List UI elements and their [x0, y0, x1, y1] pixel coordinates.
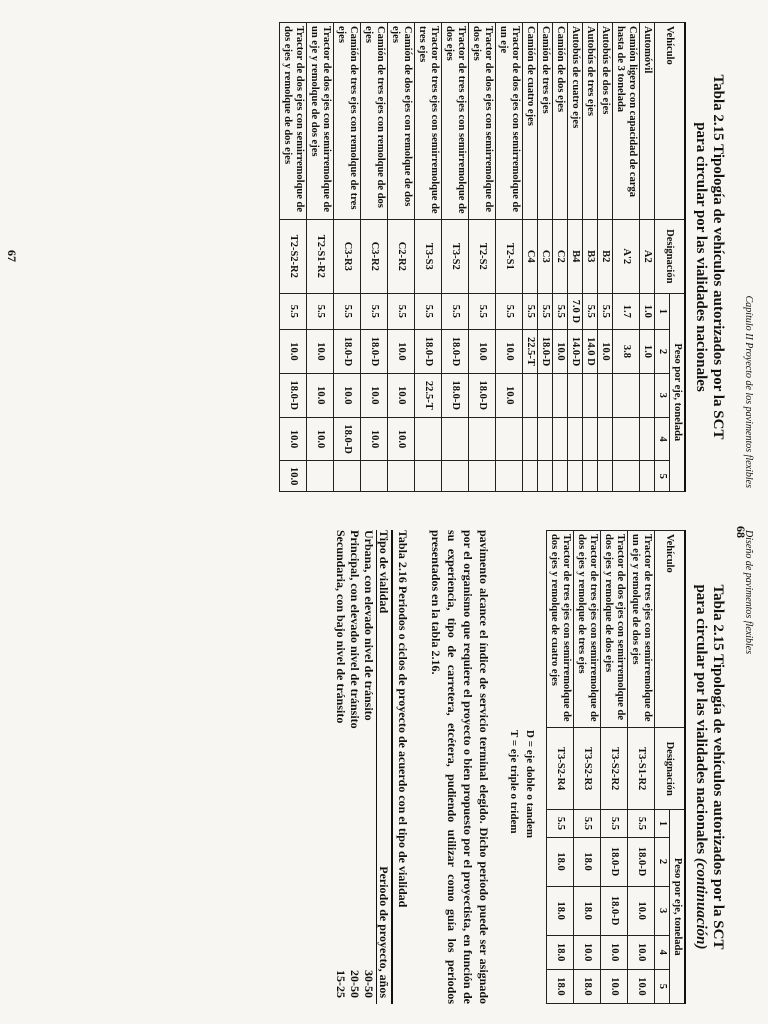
- axle-weight-cell: 18.0: [574, 969, 601, 1003]
- header-axle-5: 5: [655, 461, 670, 492]
- axle-weight-cell: [442, 461, 469, 492]
- axle-weight-cell: 10.0: [628, 886, 655, 935]
- axle-weight-cell: [640, 461, 655, 492]
- axle-weight-cell: 10.0: [601, 969, 628, 1003]
- header-design-period: Periodo de proyecto, años: [377, 810, 393, 1004]
- axle-weight-cell: [568, 461, 583, 492]
- header-axle-weight: Peso por eje, tonelada: [670, 293, 686, 491]
- axle-weight-cell: [307, 461, 334, 492]
- axle-weight-cell: 18.0: [547, 886, 574, 935]
- design-period-cell: 15-25: [334, 970, 348, 998]
- header-axle-weight: Peso por eje, tonelada: [670, 810, 686, 1004]
- header-axle-2: 2: [655, 837, 670, 886]
- axle-weight-cell: [598, 461, 613, 492]
- table-row: [598, 23, 613, 492]
- axle-weight-cell: [538, 417, 553, 461]
- vehicle-name-cell: Camión de tres ejes: [538, 23, 553, 220]
- axle-weight-cell: [568, 417, 583, 461]
- axle-weight-cell: 18.0: [574, 886, 601, 935]
- axle-weight-cell: [553, 461, 568, 492]
- table-row: [361, 23, 388, 492]
- designation-cell: A'2: [613, 220, 640, 294]
- axle-weight-cell: 5.5: [553, 293, 568, 329]
- axle-weight-cell: 5.5: [628, 810, 655, 837]
- legend-triple-axle: T = eje triple o tridem: [508, 730, 520, 834]
- axle-weight-cell: 18.0-D: [601, 837, 628, 886]
- axle-weight-cell: 5.5: [415, 293, 442, 329]
- vehicle-name-cell: Autobús de dos ejes: [598, 23, 613, 220]
- axle-weight-cell: [496, 461, 523, 492]
- design-period-cell: 30-50: [362, 970, 376, 998]
- left-table-body: [280, 23, 655, 492]
- vehicle-name-cell: Tractor de tres ejes con semirremolque de dos ejes: [442, 23, 469, 220]
- axle-weight-cell: [583, 373, 598, 417]
- axle-weight-cell: [415, 417, 442, 461]
- axle-weight-cell: 18.0-D: [415, 330, 442, 374]
- axle-weight-cell: [598, 417, 613, 461]
- axle-weight-cell: 18.0-D: [361, 330, 388, 374]
- axle-weight-cell: 5.5: [280, 293, 307, 329]
- table-2-15-cont-caption: [692, 530, 726, 1004]
- axle-weight-cell: [553, 417, 568, 461]
- axle-weight-cell: 10.0: [553, 330, 568, 374]
- axle-weight-cell: 10.0: [307, 417, 334, 461]
- axle-weight-cell: 22.5-T: [415, 373, 442, 417]
- designation-cell: C3: [538, 220, 553, 294]
- header-axle-2: 2: [655, 330, 670, 374]
- axle-weight-cell: [538, 373, 553, 417]
- axle-weight-cell: 18.0-D: [280, 373, 307, 417]
- axle-weight-cell: [469, 461, 496, 492]
- table-row: [583, 23, 598, 492]
- axle-weight-cell: 5.5: [496, 293, 523, 329]
- axle-weight-cell: [583, 417, 598, 461]
- designation-cell: T2-S1-R2: [307, 220, 334, 294]
- designation-cell: T3-S2-R3: [574, 728, 601, 810]
- table-row: [613, 23, 640, 492]
- vehicle-name-cell: Camión de dos ejes con remolque de dos ejes: [388, 23, 415, 220]
- vehicle-table-left: [279, 22, 686, 492]
- vehicle-name-cell: Tractor de tres ejes con semirremolque de un eje y remolque de dos ejes: [628, 531, 655, 728]
- axle-weight-cell: 5.5: [598, 293, 613, 329]
- axle-weight-cell: 10.0: [307, 373, 334, 417]
- vehicle-name-cell: Tractor de tres ejes con semirremolque de dos ejes y remolque de cuatro ejes: [547, 531, 574, 728]
- designation-cell: A2: [640, 220, 655, 294]
- header-vehicle: Vehículo: [655, 23, 686, 220]
- design-period-body: [334, 530, 377, 1004]
- design-period-cell: 20-50: [348, 970, 362, 998]
- table-row: [415, 23, 442, 492]
- table-row: [547, 531, 574, 1004]
- header-designation: Designación: [655, 728, 686, 810]
- running-head-left: Capítulo II Proyecto de los pavimentos flexibles: [743, 295, 754, 488]
- axle-weight-cell: 22.5-T: [523, 330, 538, 374]
- axle-weight-cell: 18.0-D: [334, 330, 361, 374]
- header-designation: Designación: [655, 220, 686, 294]
- axle-weight-cell: 5.5: [388, 293, 415, 329]
- axle-weight-cell: [613, 461, 640, 492]
- axle-weight-cell: 5.5: [574, 810, 601, 837]
- axle-weight-cell: 5.5: [538, 293, 553, 329]
- axle-weight-cell: 18.0: [547, 969, 574, 1003]
- axle-weight-cell: 18.0-D: [334, 417, 361, 461]
- vehicle-name-cell: Tractor de dos ejes con semirremolque de un eje y remolque de dos ejes: [307, 23, 334, 220]
- designation-cell: T2-S2: [469, 220, 496, 294]
- designation-cell: B4: [568, 220, 583, 294]
- axle-weight-cell: [388, 461, 415, 492]
- axle-weight-cell: 5.5: [583, 293, 598, 329]
- table-row: [538, 23, 553, 492]
- axle-weight-cell: 10.0: [469, 330, 496, 374]
- axle-weight-cell: 3.8: [613, 330, 640, 374]
- table-row: [348, 530, 362, 1004]
- axle-weight-cell: [538, 461, 553, 492]
- table-row: [523, 23, 538, 492]
- designation-cell: T3-S1-R2: [628, 728, 655, 810]
- table-row: [628, 531, 655, 1004]
- axle-weight-cell: 5.5: [601, 810, 628, 837]
- axle-weight-cell: 14.0-D: [568, 330, 583, 374]
- header-axle-4: 4: [655, 417, 670, 461]
- axle-weight-cell: [361, 461, 388, 492]
- axle-weight-cell: 10.0: [388, 330, 415, 374]
- axle-weight-cell: 5.5: [334, 293, 361, 329]
- axle-weight-cell: 5.5: [307, 293, 334, 329]
- designation-cell: T3-S3: [415, 220, 442, 294]
- axle-weight-cell: [415, 461, 442, 492]
- axle-weight-cell: [568, 373, 583, 417]
- table-row: [469, 23, 496, 492]
- axle-weight-cell: [598, 373, 613, 417]
- table-2-16-caption: Tabla 2.16 Periodos o ciclos de proyecto de acuerdo con el tipo de vialidad: [396, 530, 410, 908]
- vehicle-name-cell: Automóvil: [640, 23, 655, 220]
- axle-weight-cell: 10.0: [361, 373, 388, 417]
- table-row: [362, 530, 377, 1004]
- axle-weight-cell: [613, 417, 640, 461]
- designation-cell: T3-S2: [442, 220, 469, 294]
- axle-weight-cell: [583, 461, 598, 492]
- vehicle-name-cell: Tractor de tres ejes con semirremolque de tres ejes: [415, 23, 442, 220]
- header-axle-1: 1: [655, 810, 670, 837]
- table-row: [442, 23, 469, 492]
- vehicle-name-cell: Camión ligero con capacidad de carga hasta de 3 tonelada: [613, 23, 640, 220]
- designation-cell: T3-S2-R4: [547, 728, 574, 810]
- table-row: [334, 530, 348, 1004]
- axle-weight-cell: [523, 417, 538, 461]
- header-road-type: Tipo de vialidad: [377, 530, 393, 810]
- table-row: [496, 23, 523, 492]
- vehicle-name-cell: Tractor de dos ejes con semirremolque de dos ejes y remolque de dos ejes: [280, 23, 307, 220]
- right-table-body: [547, 531, 655, 1004]
- road-type-cell: Secundaria, con bajo nivel de tránsito: [334, 530, 348, 724]
- axle-weight-cell: 14.0 D: [583, 330, 598, 374]
- designation-cell: T2-S1: [496, 220, 523, 294]
- axle-weight-cell: [613, 373, 640, 417]
- vehicle-name-cell: Tractor de tres ejes con semirremolque de dos ejes y remolque de tres ejes: [574, 531, 601, 728]
- axle-weight-cell: 5.5: [442, 293, 469, 329]
- table-row: [640, 23, 655, 492]
- header-vehicle: Vehículo: [655, 531, 686, 728]
- designation-cell: C2-R2: [388, 220, 415, 294]
- vehicle-name-cell: Tractor de dos ejes con semirremolque de un eje: [496, 23, 523, 220]
- axle-weight-cell: 18.0-D: [601, 886, 628, 935]
- axle-weight-cell: 1.7: [613, 293, 640, 329]
- axle-legend: [506, 730, 538, 1004]
- axle-weight-cell: [469, 417, 496, 461]
- axle-weight-cell: 5.5: [469, 293, 496, 329]
- caption-line-2: para circular por las vialidades nacionales: [693, 584, 709, 855]
- vehicle-name-cell: Autobús de cuatro ejes: [568, 23, 583, 220]
- caption-line-1: Tabla 2.15 Tipología de vehículos autorizados por la SCT: [710, 584, 726, 950]
- legend-double-axle: D = eje doble o tandem: [524, 730, 536, 839]
- table-row: [307, 23, 334, 492]
- vehicle-name-cell: Camión de dos ejes: [553, 23, 568, 220]
- table-row: [280, 23, 307, 492]
- axle-weight-cell: 10.0: [496, 373, 523, 417]
- axle-weight-cell: 18.0: [574, 837, 601, 886]
- axle-weight-cell: 10.0: [628, 935, 655, 969]
- axle-weight-cell: 18.0-D: [469, 373, 496, 417]
- designation-cell: B3: [583, 220, 598, 294]
- axle-weight-cell: 5.5: [523, 293, 538, 329]
- axle-weight-cell: 10.0: [334, 373, 361, 417]
- header-axle-4: 4: [655, 935, 670, 969]
- axle-weight-cell: [442, 417, 469, 461]
- axle-weight-cell: 10.0: [496, 330, 523, 374]
- axle-weight-cell: 18.0-D: [538, 330, 553, 374]
- axle-weight-cell: 18.0-D: [442, 373, 469, 417]
- axle-weight-cell: 18.0-D: [442, 330, 469, 374]
- header-axle-1: 1: [655, 293, 670, 329]
- body-paragraph: pavimento alcance el índice de servicio terminal elegido. Dicho periodo puede ser asignado por el organismo que requiere el proyecto o bien propuesto por el proyectista, en función de su experiencia, tipo de carretera, etcétera, pudiendo utilizar como guía los periodos presentados en la tabla 2.16.: [429, 530, 491, 1004]
- table-row: [574, 531, 601, 1004]
- designation-cell: C3-R2: [361, 220, 388, 294]
- axle-weight-cell: [334, 461, 361, 492]
- header-axle-3: 3: [655, 886, 670, 935]
- axle-weight-cell: 10.0: [601, 935, 628, 969]
- vehicle-name-cell: Autobús de tres ejes: [583, 23, 598, 220]
- axle-weight-cell: 18.0: [547, 935, 574, 969]
- vehicle-name-cell: Camión de cuatro ejes: [523, 23, 538, 220]
- designation-cell: T2-S2-R2: [280, 220, 307, 294]
- axle-weight-cell: 10.0: [598, 330, 613, 374]
- design-period-table: [334, 530, 393, 1004]
- right-page: [0, 512, 768, 1024]
- road-type-cell: Principal, con elevado nivel de tránsito: [348, 530, 362, 729]
- axle-weight-cell: 10.0: [361, 417, 388, 461]
- designation-cell: C2: [553, 220, 568, 294]
- caption-continuation: (continuación): [693, 857, 709, 950]
- axle-weight-cell: 10.0: [280, 330, 307, 374]
- designation-cell: B2: [598, 220, 613, 294]
- running-head-right: Diseño de pavimentos flexibles: [743, 530, 754, 655]
- axle-weight-cell: 1.0: [640, 293, 655, 329]
- table-row: [601, 531, 628, 1004]
- page-number-right: 68: [734, 526, 748, 538]
- header-axle-5: 5: [655, 969, 670, 1003]
- vehicle-name-cell: Camión de tres ejes con remolque de dos ejes: [361, 23, 388, 220]
- road-type-cell: Urbana, con elevado nivel de tránsito: [362, 530, 376, 721]
- designation-cell: C3-R3: [334, 220, 361, 294]
- header-axle-3: 3: [655, 373, 670, 417]
- table-row: [388, 23, 415, 492]
- designation-cell: T3-S2-R2: [601, 728, 628, 810]
- caption-line-1: Tabla 2.15 Tipología de vehículos autorizados por la SCT: [710, 74, 726, 440]
- axle-weight-cell: 5.5: [547, 810, 574, 837]
- page-number-left: 67: [5, 250, 19, 262]
- caption-line-2: para circular por las vialidades nacionales: [693, 122, 709, 392]
- designation-cell: C4: [523, 220, 538, 294]
- axle-weight-cell: 5.5: [361, 293, 388, 329]
- axle-weight-cell: 10.0: [388, 373, 415, 417]
- axle-weight-cell: [640, 373, 655, 417]
- axle-weight-cell: 10.0: [388, 417, 415, 461]
- vehicle-name-cell: Tractor de dos ejes con semirremolque de dos ejes: [469, 23, 496, 220]
- axle-weight-cell: 10.0: [280, 417, 307, 461]
- vehicle-name-cell: Camión de tres ejes con remolque de tres ejes: [334, 23, 361, 220]
- table-2-15-caption: [692, 22, 726, 492]
- axle-weight-cell: [523, 461, 538, 492]
- table-row: [568, 23, 583, 492]
- axle-weight-cell: 1.0: [640, 330, 655, 374]
- vehicle-table-right: [546, 530, 686, 1004]
- table-row: [553, 23, 568, 492]
- axle-weight-cell: 10.0: [307, 330, 334, 374]
- axle-weight-cell: [523, 373, 538, 417]
- axle-weight-cell: [496, 417, 523, 461]
- axle-weight-cell: [640, 417, 655, 461]
- table-row: [334, 23, 361, 492]
- axle-weight-cell: 10.0: [574, 935, 601, 969]
- axle-weight-cell: 10.0: [628, 969, 655, 1003]
- axle-weight-cell: 7.0 D: [568, 293, 583, 329]
- axle-weight-cell: 18.0-D: [628, 837, 655, 886]
- axle-weight-cell: [553, 373, 568, 417]
- axle-weight-cell: 18.0: [547, 837, 574, 886]
- vehicle-name-cell: Tractor de dos ejes con semirremolque de dos ejes y remolque de dos ejes: [601, 531, 628, 728]
- axle-weight-cell: 10.0: [280, 461, 307, 492]
